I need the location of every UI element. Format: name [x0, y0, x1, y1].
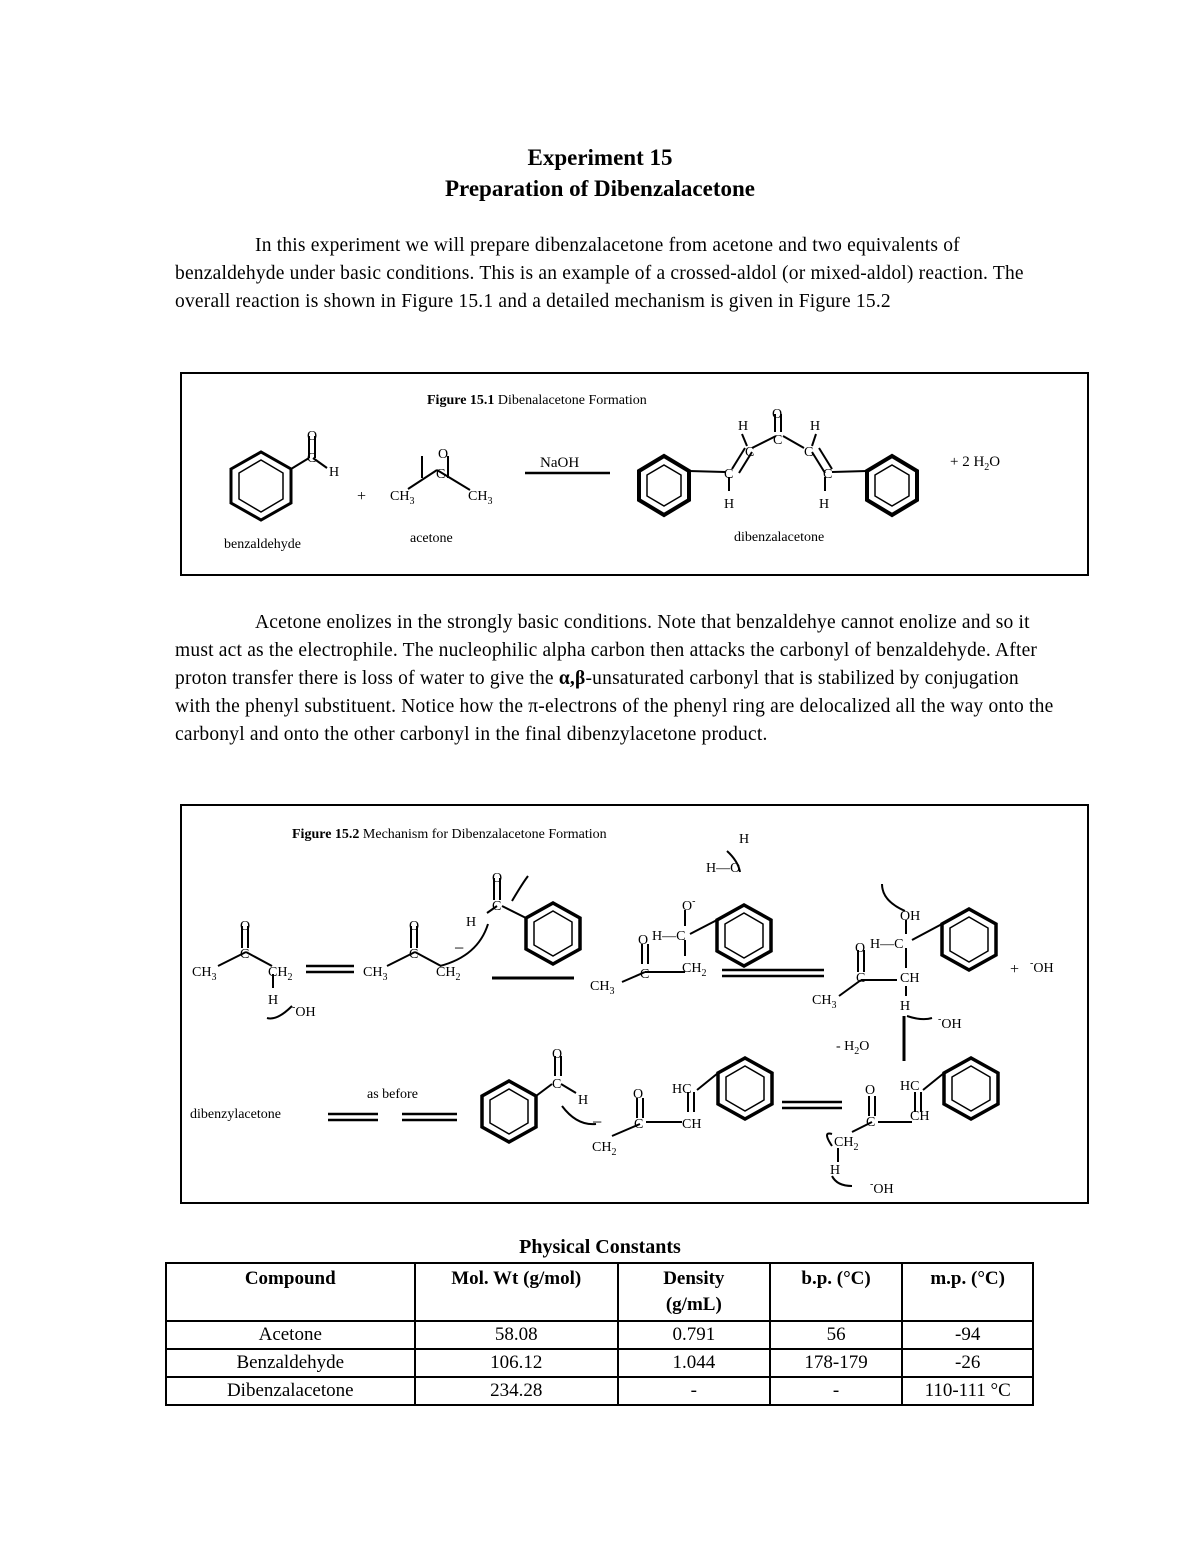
ch3: $CH_3$: [590, 979, 615, 997]
atom-c: C: [745, 445, 755, 460]
table-header-row: [166, 1263, 1033, 1321]
atom-o: O: [638, 933, 649, 948]
atom-o: O: [438, 447, 449, 462]
atom-h: H: [739, 832, 750, 847]
ch3-left: $CH_3$: [390, 489, 415, 507]
page-title: Experiment 15: [527, 145, 673, 170]
ch: CH: [910, 1109, 930, 1124]
minus-charge: −: [454, 938, 465, 958]
atom-h: H: [810, 419, 821, 434]
table-cell: 56: [770, 1321, 903, 1349]
water-ho: H—O: [706, 861, 741, 876]
table-cell: Acetone: [166, 1321, 415, 1349]
atom-c: C: [492, 899, 502, 914]
ch2-carbanion: $CH_2$: [436, 965, 461, 983]
atom-o: O: [772, 407, 783, 422]
table-cell: -: [770, 1377, 903, 1405]
table-cell: -94: [902, 1321, 1033, 1349]
atom-o: O: [492, 871, 503, 886]
plus-sign: +: [1010, 961, 1020, 978]
pi-symbol: π: [528, 696, 539, 717]
atom-o: O: [855, 941, 866, 956]
alkoxide-o: O-: [682, 896, 696, 914]
h-c: H—C: [652, 929, 686, 944]
intro-text: In this experiment we will prepare dibenzalacetone from acetone and two equivalents of benzaldehyde under basic conditions. This is an example of a crossed-aldol (or mixed-aldol) reaction. The overall reaction is shown in Figure 15.1 and a detailed mechanism is given in Figure 15.2: [175, 235, 1024, 312]
atom-c: C: [634, 1117, 644, 1132]
atom-c: C: [804, 445, 814, 460]
table-cell: 1.044: [618, 1349, 770, 1377]
atom-h: H: [738, 419, 749, 434]
table-cell: -26: [902, 1349, 1033, 1377]
table-header: m.p. (°C): [902, 1263, 1033, 1321]
figure-caption: Figure 15.2 Mechanism for Dibenzalacetone Formation: [292, 827, 607, 842]
dibenzylacetone-label: dibenzylacetone: [190, 1107, 281, 1122]
as-before-label: as before: [367, 1087, 418, 1102]
table-cell: 110-111 °C: [902, 1377, 1033, 1405]
atom-c: C: [773, 433, 783, 448]
table-cell: 106.12: [415, 1349, 618, 1377]
minus-water: - $H_2O$: [836, 1039, 870, 1057]
bond: [783, 436, 804, 448]
table-row: [166, 1321, 1033, 1349]
ch3: $CH_3$: [192, 965, 217, 983]
atom-h: H: [268, 993, 279, 1008]
atom-o: O: [307, 429, 318, 444]
phenyl-ring-right-inner: [875, 465, 909, 506]
table-row: [166, 1349, 1033, 1377]
h-c: H—C: [870, 937, 904, 952]
figure-15-1: [180, 372, 1089, 576]
atom-c: C: [823, 467, 833, 482]
atom-o: O: [240, 919, 251, 934]
atom-o: O: [633, 1087, 644, 1102]
table-header: b.p. (°C): [770, 1263, 903, 1321]
ch3-right: $CH_3$: [468, 489, 493, 507]
ch: CH: [900, 971, 920, 986]
ch3: $CH_3$: [363, 965, 388, 983]
plus-sign: +: [357, 488, 367, 505]
figure-15-2-diagram: [182, 806, 1091, 1206]
figure-15-2: [180, 804, 1089, 1204]
table-cell: 0.791: [618, 1321, 770, 1349]
hc: HC: [672, 1082, 692, 1097]
atom-h: H: [900, 999, 911, 1014]
atom-o: O: [865, 1083, 876, 1098]
table-cell: 178-179: [770, 1349, 903, 1377]
intro-paragraph: [175, 232, 1055, 316]
ch: CH: [682, 1117, 702, 1132]
atom-h: H: [466, 915, 477, 930]
byproduct-water: + 2 $H_2O$: [950, 454, 1001, 473]
phenyl-ring-left-inner: [647, 465, 681, 506]
atom-c: C: [856, 971, 866, 986]
benzene-ring: [231, 452, 291, 520]
atom-o: O: [552, 1047, 563, 1062]
atom-c: C: [240, 947, 250, 962]
atom-c: C: [307, 451, 317, 466]
ch2: $CH_2$: [682, 961, 707, 979]
atom-h: H: [329, 465, 340, 480]
page-subtitle: Preparation of Dibenzalacetone: [444, 176, 756, 201]
table-cell: -: [618, 1377, 770, 1405]
ch3: $CH_3$: [812, 993, 837, 1011]
figure-caption: Figure 15.1 Dibenalacetone Formation: [427, 393, 647, 408]
table-cell: Benzaldehyde: [166, 1349, 415, 1377]
atom-c: C: [552, 1077, 562, 1092]
bond: [689, 471, 725, 472]
hydroxide: -OH: [292, 1002, 316, 1020]
ch2: $CH_2$: [834, 1135, 859, 1153]
minus-charge: −: [592, 1112, 603, 1132]
ch2-carbanion: $CH_2$: [592, 1140, 617, 1158]
table-cell: 58.08: [415, 1321, 618, 1349]
table-header: Density (g/mL): [618, 1263, 770, 1321]
hydroxide: -OH: [938, 1014, 962, 1032]
table-row: [166, 1377, 1033, 1405]
table-title: Physical Constants: [519, 1236, 681, 1258]
benzene-ring-inner: [239, 460, 283, 512]
atom-c: C: [640, 967, 650, 982]
alpha-beta-symbol: α,β: [558, 668, 586, 689]
atom-o: O: [409, 919, 420, 934]
atom-c: C: [866, 1115, 876, 1130]
body-paragraph: Acetone enolizes in the strongly basic conditions. Note that benzaldehye cannot enolize and so it must act as the electrophile. The nucleophilic alpha carbon then attacks the carbonyl of benzaldehyde. After proton transfer there is loss of water to give the α,β-unsaturated carbonyl that is stabilized by conjugation with the phenyl substituent. Notice how the π-electrons of the phenyl ring are delocalized all the way onto the carbonyl and onto the other carbonyl in the final dibenzylacetone product.: [175, 612, 1054, 745]
bond: [832, 471, 867, 472]
hc: HC: [900, 1079, 920, 1094]
table-cell: Dibenzalacetone: [166, 1377, 415, 1405]
table-header: Compound: [166, 1263, 415, 1321]
acetone-label: acetone: [410, 531, 453, 546]
atom-h: H: [724, 497, 735, 512]
atom-h: H: [819, 497, 830, 512]
hydroxyl: OH: [900, 909, 921, 924]
atom-c: C: [409, 947, 419, 962]
reagent-naoh: NaOH: [540, 455, 580, 471]
ch2: $CH_2$: [268, 965, 293, 983]
physical-constants-table: [165, 1262, 1034, 1406]
atom-c: C: [724, 467, 734, 482]
table-header: Mol. Wt (g/mol): [415, 1263, 618, 1321]
table-cell: 234.28: [415, 1377, 618, 1405]
hydroxide: -OH: [1030, 958, 1054, 976]
figure-15-1-diagram: [182, 374, 1091, 578]
dibenzalacetone-label: dibenzalacetone: [734, 530, 825, 545]
benzaldehyde-label: benzaldehyde: [224, 537, 301, 552]
atom-h: H: [830, 1163, 841, 1178]
hydroxide: -OH: [870, 1179, 894, 1197]
atom-c: C: [436, 467, 446, 482]
atom-h: H: [578, 1093, 589, 1108]
